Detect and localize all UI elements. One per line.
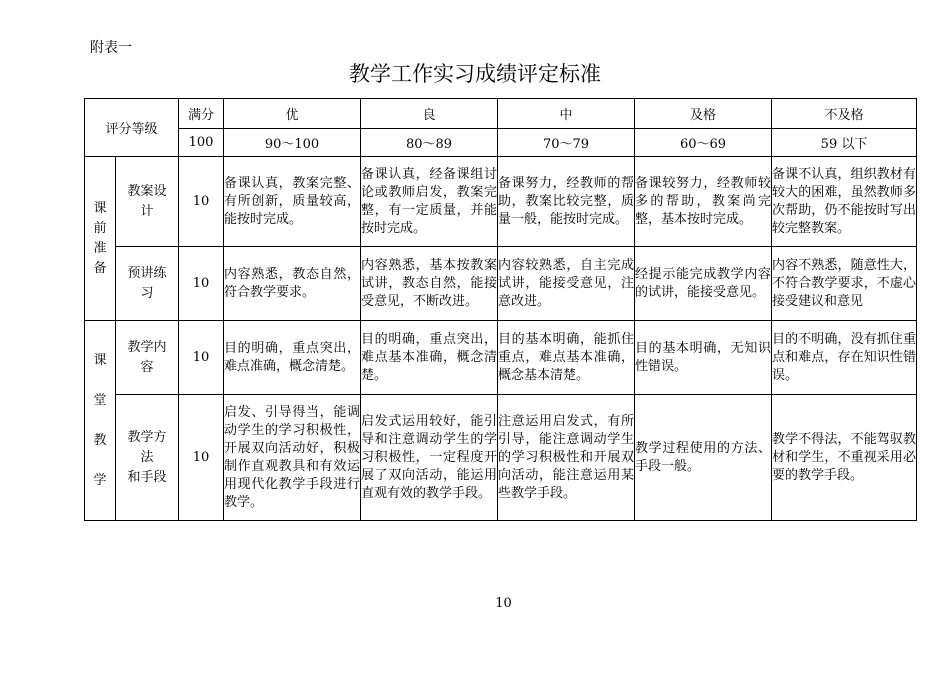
grade-level-header: 评分等级	[85, 99, 179, 157]
score-range: 60～69	[635, 129, 772, 157]
item-score: 10	[179, 157, 224, 247]
item-name: 教学方 法 和手段	[116, 395, 179, 521]
table-row	[85, 157, 917, 247]
criteria-cell: 目的明确，重点突出，难点准确，概念清楚。	[224, 321, 361, 395]
appendix-label: 附表一	[90, 40, 132, 56]
table-row	[85, 247, 917, 321]
level-header: 不及格	[772, 99, 917, 129]
criteria-cell: 内容较熟悉，自主完成试讲，能接受意见，注意改进。	[498, 247, 635, 321]
header-row-ranges	[85, 129, 917, 157]
full-score-value: 100	[179, 129, 224, 157]
criteria-cell: 内容熟悉，教态自然，符合教学要求。	[224, 247, 361, 321]
level-header: 中	[498, 99, 635, 129]
item-name: 预讲练 习	[116, 247, 179, 321]
page-number: 10	[495, 596, 512, 611]
table-row	[85, 321, 917, 395]
score-range: 59 以下	[772, 129, 917, 157]
criteria-cell: 备课不认真，组织教材有较大的困难，虽然教师多次帮助，仍不能按时写出较完整教案。	[772, 157, 917, 247]
criteria-cell: 内容不熟悉，随意性大，不符合教学要求，不虚心接受建议和意见	[772, 247, 917, 321]
criteria-cell: 目的明确，重点突出，难点基本准确，概念清楚。	[361, 321, 498, 395]
phase-label: 课 堂 教 学	[85, 321, 116, 521]
criteria-cell: 教学不得法，不能驾驭教材和学生，不重视采用必要的教学手段。	[772, 395, 917, 521]
phase-label: 课 前 准 备	[85, 157, 116, 321]
criteria-cell: 经提示能完成教学内容的试讲，能接受意见。	[635, 247, 772, 321]
table-row	[85, 395, 917, 521]
header-row-levels	[85, 99, 917, 129]
grading-table	[84, 98, 917, 521]
item-name: 教案设 计	[116, 157, 179, 247]
level-header: 及格	[635, 99, 772, 129]
criteria-cell: 目的不明确，没有抓住重点和难点，存在知识性错误。	[772, 321, 917, 395]
criteria-cell: 教学过程使用的方法、手段一般。	[635, 395, 772, 521]
level-header: 良	[361, 99, 498, 129]
score-range: 90～100	[224, 129, 361, 157]
item-score: 10	[179, 247, 224, 321]
score-range: 70～79	[498, 129, 635, 157]
page-title: 教学工作实习成绩评定标准	[349, 62, 601, 86]
criteria-cell: 内容熟悉，基本按教案试讲，教态自然，能接受意见，不断改进。	[361, 247, 498, 321]
item-name: 教学内 容	[116, 321, 179, 395]
criteria-cell: 启发式运用较好，能引导和注意调动学生的学习积极性，一定程度开展了双向活动，能运用直观有效的教学手段。	[361, 395, 498, 521]
criteria-cell: 目的基本明确，无知识性错误。	[635, 321, 772, 395]
level-header: 优	[224, 99, 361, 129]
score-range: 80～89	[361, 129, 498, 157]
criteria-cell: 备课努力，经教师的帮助，教案比较完整，质量一般，能按时完成。	[498, 157, 635, 247]
criteria-cell: 备课较努力，经教师较多的帮助，教案尚完整，基本按时完成。	[635, 157, 772, 247]
criteria-cell: 注意运用启发式，有所引导，能注意调动学生的学习积极性和开展双向活动，能注意运用某些教学手段。	[498, 395, 635, 521]
criteria-cell: 备课认真，经备课组讨论或教师启发，教案完整，有一定质量，并能按时完成。	[361, 157, 498, 247]
criteria-cell: 备课认真，教案完整、有所创新，质量较高，能按时完成。	[224, 157, 361, 247]
criteria-cell: 启发、引导得当，能调动学生的学习积极性，开展双向活动好，积极制作直观教具和有效运用现代化教学手段进行教学。	[224, 395, 361, 521]
full-score-header: 满分	[179, 99, 224, 129]
item-score: 10	[179, 321, 224, 395]
criteria-cell: 目的基本明确，能抓住重点，难点基本准确，概念基本清楚。	[498, 321, 635, 395]
item-score: 10	[179, 395, 224, 521]
